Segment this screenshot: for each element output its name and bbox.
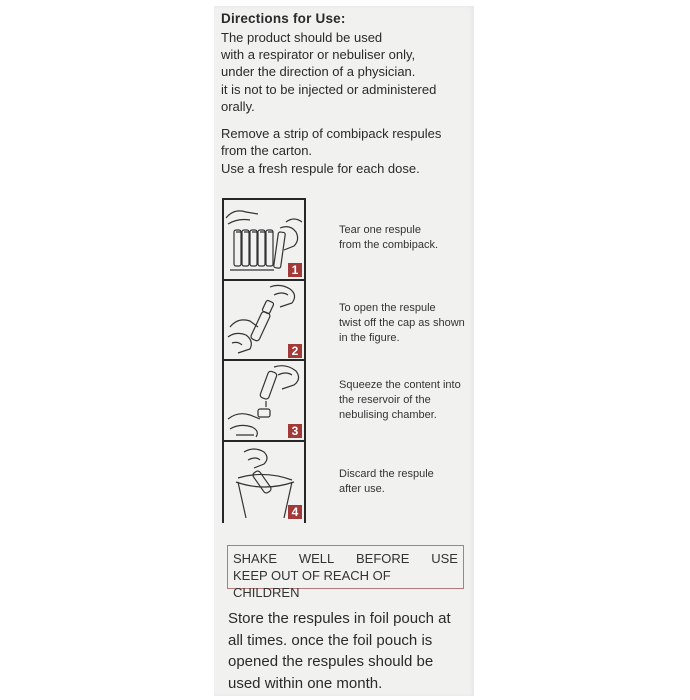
text-line: Use a fresh respule for each dose. bbox=[221, 161, 420, 176]
warning-line-1 bbox=[233, 550, 458, 567]
text-line: after use. bbox=[339, 483, 385, 495]
text-line: it is not to be injected or administered bbox=[221, 81, 437, 97]
text-line: all times. once the foil pouch is bbox=[228, 631, 433, 649]
warning-word: USE bbox=[431, 551, 458, 566]
text-line: used within one month. bbox=[228, 674, 383, 692]
directions-paragraph-1 bbox=[221, 29, 436, 115]
warning-word: SHAKE bbox=[233, 551, 278, 566]
directions-heading: Directions for Use: bbox=[221, 11, 346, 26]
step-4-description bbox=[339, 467, 434, 497]
step-1-description bbox=[339, 223, 438, 253]
text-line: Squeeze the content into bbox=[339, 379, 461, 391]
text-line: Store the respules in foil pouch at bbox=[228, 610, 451, 627]
text-line: with a respirator or nebuliser only, bbox=[221, 47, 416, 63]
step-3-figure bbox=[224, 361, 304, 440]
text-line: from the combipack. bbox=[339, 239, 439, 251]
step-number-badge: 1 bbox=[288, 263, 302, 277]
step-3-description bbox=[339, 378, 461, 423]
text-line: Discard the respule bbox=[339, 468, 434, 480]
text-line: nebulising chamber. bbox=[339, 409, 437, 421]
step-4-figure bbox=[224, 442, 304, 521]
text-line: To open the respule bbox=[339, 302, 436, 314]
step-number-badge: 3 bbox=[288, 424, 302, 438]
warning-word: BEFORE bbox=[356, 551, 410, 566]
warning-box bbox=[227, 545, 464, 600]
directions-paragraph-2 bbox=[221, 125, 441, 159]
text-line: The product should be used bbox=[221, 30, 383, 45]
text-line: in the figure. bbox=[339, 332, 400, 344]
text-line: under the direction of a physician. bbox=[221, 64, 416, 80]
step-2-description bbox=[339, 301, 465, 346]
warning-line-2: KEEP OUT OF REACH OF CHILDREN bbox=[233, 568, 391, 600]
text-line: opened the respules should be bbox=[228, 653, 434, 670]
text-line: orally. bbox=[221, 98, 255, 114]
text-line: Tear one respule bbox=[339, 224, 421, 236]
text-line: twist off the cap as shown bbox=[339, 317, 465, 329]
text-line: Remove a strip of combipack respules bbox=[221, 126, 442, 141]
step-number-badge: 2 bbox=[288, 344, 302, 358]
text-line: the reservoir of the bbox=[339, 394, 431, 406]
step-1-figure bbox=[224, 200, 304, 279]
warning-word: WELL bbox=[298, 551, 335, 566]
directions-paragraph-3 bbox=[221, 160, 420, 177]
storage-instructions bbox=[228, 608, 451, 694]
step-2-figure bbox=[224, 281, 304, 359]
step-number-badge: 4 bbox=[288, 505, 302, 519]
text-line: from the carton. bbox=[221, 143, 313, 159]
